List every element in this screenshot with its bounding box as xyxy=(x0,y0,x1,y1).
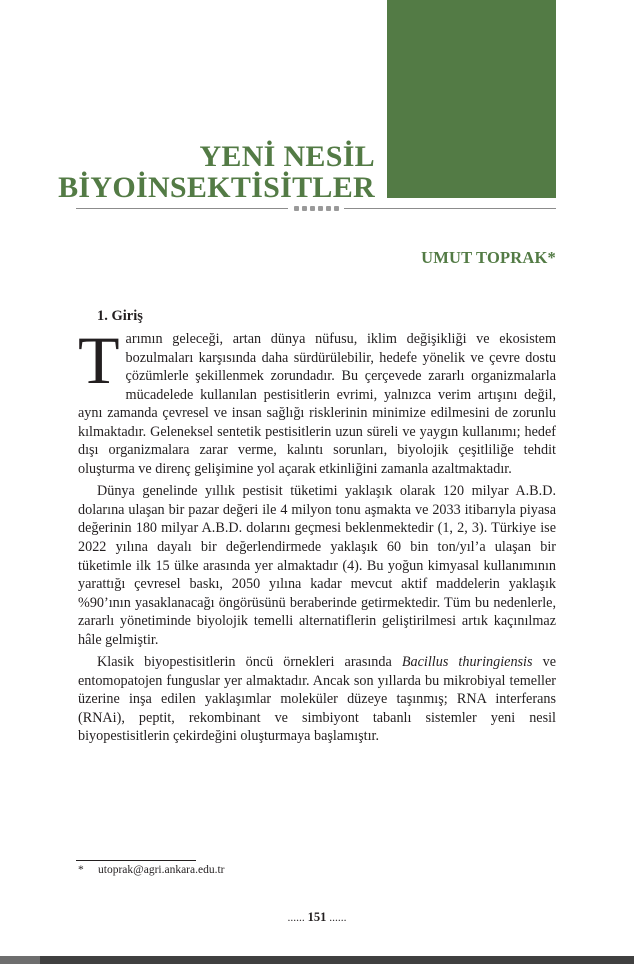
section-heading: 1. Giriş xyxy=(97,308,143,324)
ornament-dot xyxy=(302,206,307,211)
ornament-dot xyxy=(334,206,339,211)
ornament-dot xyxy=(310,206,315,211)
ornament-dot xyxy=(318,206,323,211)
viewer-bottom-bar-segment xyxy=(0,956,40,964)
chapter-title xyxy=(58,141,375,203)
footnote-mark: * xyxy=(78,864,84,876)
page-number xyxy=(0,910,634,925)
footnote xyxy=(78,864,225,876)
paragraph-3-text-a: Klasik biyopestisitlerin öncü örnekleri arasında xyxy=(97,654,402,671)
footnote-email[interactable]: utoprak@agri.ankara.edu.tr xyxy=(98,864,225,876)
chapter-title-line-1: YENİ NESİL xyxy=(199,140,375,173)
paragraph-3-text-b: ve entomopatojen funguslar yer almaktadır. Ancak son yıllarda bu mikrobiyal temeller üzerine inşa edilen yaklaşımlar moleküler düzeye taşınmış; RNA interferans (RNAi), peptit, rekombinant ve simbiyont tabanlı sistemler yeni nesil biyopestisitlerin çekirdeğini oluşturmaya başlamıştır. xyxy=(78,654,556,745)
page-dots-left: ...... xyxy=(287,912,305,924)
paragraph-2: Dünya genelinde yıllık pestisit tüketimi yaklaşık olarak 120 milyar A.B.D. dolarına ulaşan bir pazar değeri ile 4 milyon tonu aşmakta ve 2033 itibarıyla piyasa değerinin 180 milyar A.B.D. dolarını geçmesi beklenmektedir (1, 2, 3). Türkiye ise 2022 yılına dayalı bir değerlendirmede yaklaşık 60 bin ton/yıl’a ulaşan bir tüketimle ilk 15 ülke arasında yer almaktadır (4). Bu yoğun kimyasal kullanımının yarattığı çevresel baskı, 2050 yılına kadar mevcut aktif maddelerin yaklaşık %90’ının yasaklanacağı öngörüsünü beraberinde getirmektedir. Tüm bu nedenlerle, zararlı yönetiminde biyolojik temelli alternatiflerin geliştirilmesi artık kaçınılmaz hâle gelmiştir. xyxy=(78,483,556,648)
body-text xyxy=(78,322,556,746)
author-name: UMUT TOPRAK* xyxy=(421,248,556,267)
page-dots-right: ...... xyxy=(329,912,347,924)
paragraph-3 xyxy=(78,653,556,746)
species-name: Bacillus thuringiensis xyxy=(401,654,533,671)
page-number-value: 151 xyxy=(307,910,327,924)
divider-ornament xyxy=(288,206,344,212)
chapter-title-line-2: BİYOİNSEKTİSİTLER xyxy=(58,171,375,204)
header-color-block xyxy=(387,0,556,198)
viewer-bottom-bar xyxy=(0,956,634,964)
paragraph-1-text: arımın geleceği, artan dünya nüfusu, iklim değişikliği ve ekosistem bozulmaları karşısında daha sürdürülebilir, hedefe yönelik ve çevre dostu çözümlerle şekillenmek zorundadır. Bu çerçevede zararlı organizmalarla mücadelede kullanılan pestisitlerin evrimi, yalnızca verim artışını değil, aynı zamanda çevresel ve insan sağlığı risklerinin minimize edilmesini de zorunlu kılmaktadır. Geleneksel sentetik pestisitlerin uzun süreli ve yaygın kullanımı; hedef dışı organizmalara zarar verme, kalıntı sorunları, biyolojik çeşitliliğe tehdit oluşturma ve direnç gelişimine yol açarak etkinliğini zamanla azaltmaktadır. xyxy=(78,331,556,477)
ornament-dot xyxy=(326,206,331,211)
footnote-rule xyxy=(76,860,196,861)
drop-cap: T xyxy=(78,322,120,398)
ornament-dot xyxy=(294,206,299,211)
paragraph-1 xyxy=(78,322,556,478)
